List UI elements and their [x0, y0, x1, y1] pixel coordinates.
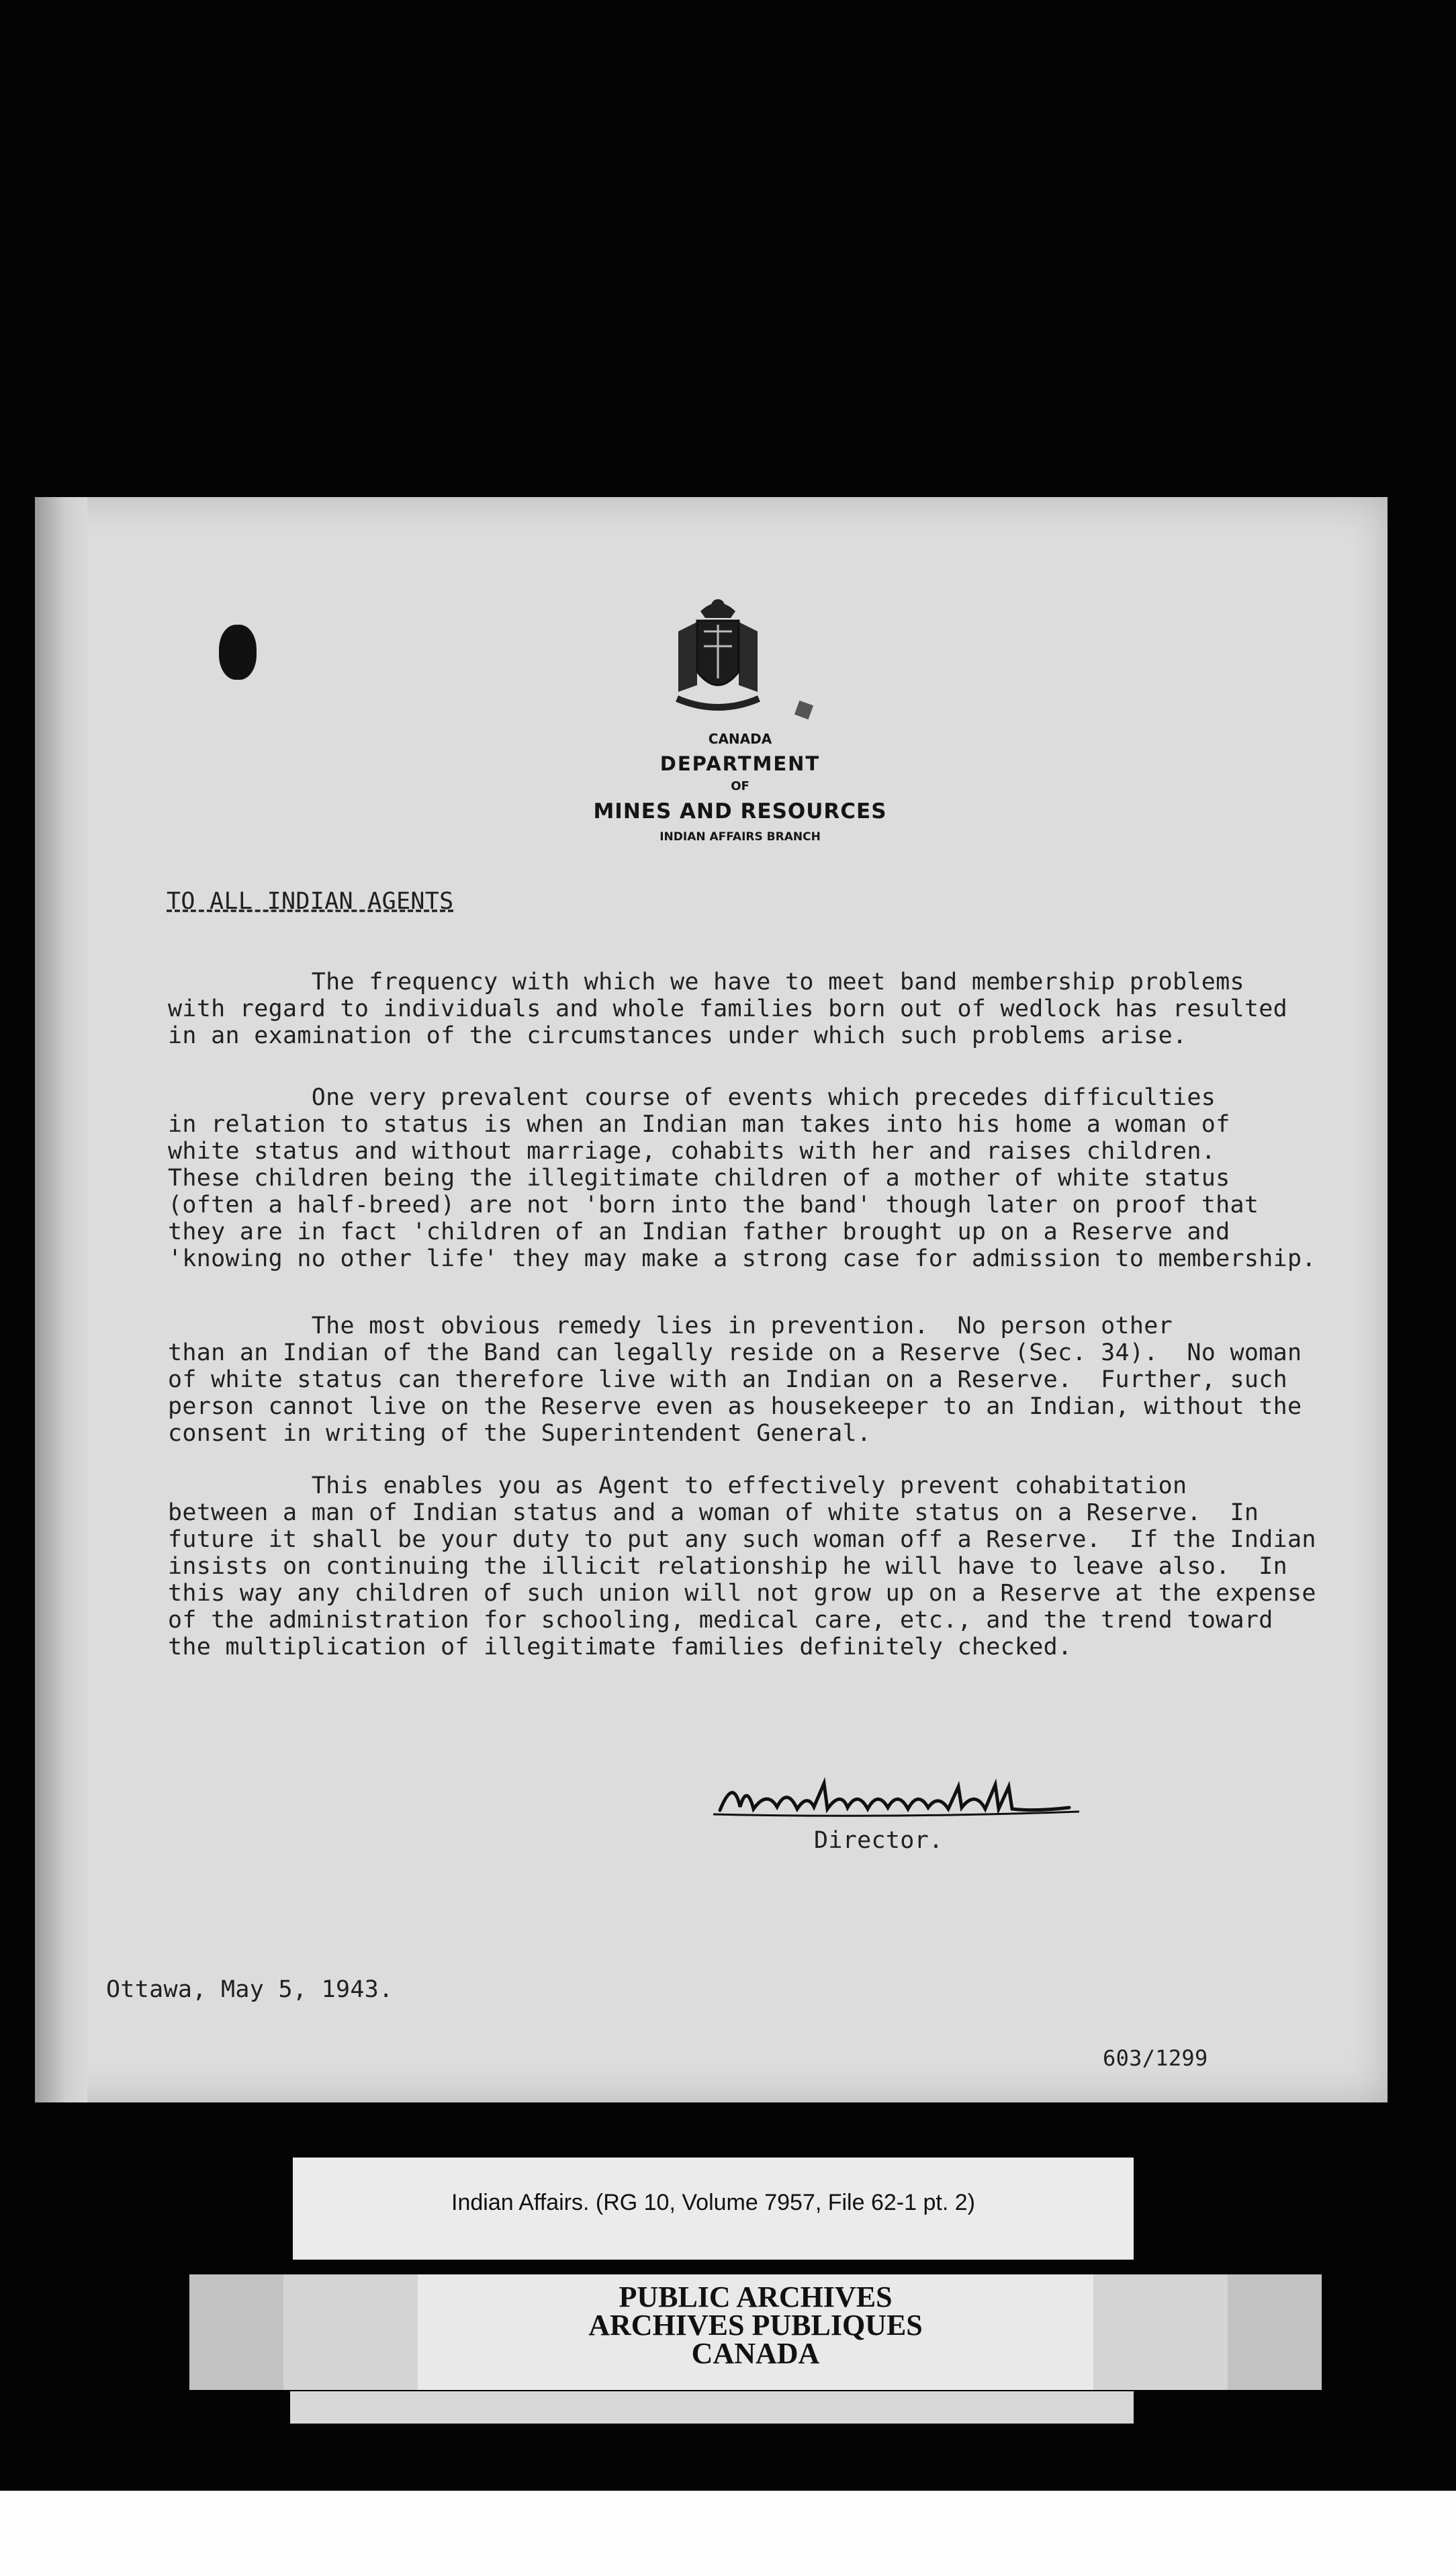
archive-line-3: CANADA	[691, 2337, 820, 2370]
source-citation: Indian Affairs. (RG 10, Volume 7957, File 62-1 pt. 2)	[451, 2190, 975, 2215]
handwritten-signature	[713, 1770, 1083, 1824]
salutation: TO ALL INDIAN AGENTS	[167, 888, 454, 915]
stamp-mark-icon	[794, 700, 814, 720]
label-bar-right-end	[1228, 2274, 1322, 2390]
paragraph-4: This enables you as Agent to effectively prevent cohabitation between a man of Indian status and a woman of white status on a Reserve. In future it shall be your duty to put any such woman off a Reserve. If the Indian insists on continuing the illicit relationship he will have to leave also. In this way any children of such union will not grow up on a Reserve at the expense of the administration for schooling, medical care, etc., and the trend toward the multiplication of illegitimate families definitely checked.	[168, 1472, 1316, 1660]
letterhead-of: OF	[731, 779, 749, 793]
letterhead-branch: INDIAN AFFAIRS BRANCH	[659, 830, 821, 844]
source-citation-card	[293, 2158, 1134, 2260]
archive-label-bar	[189, 2274, 1322, 2390]
archive-label	[418, 2274, 1093, 2390]
signer-title: Director.	[814, 1827, 944, 1854]
paragraph-3: The most obvious remedy lies in prevention. No person other than an Indian of the Band can legally reside on a Reserve (Sec. 34). No woman of white status can therefore live with an Indian on a Reserve. Further, such person cannot live on the Reserve even as housekeeper to an Indian, without the consent in writing of the Superintendent General.	[168, 1313, 1302, 1447]
coat-of-arms-icon	[664, 591, 772, 716]
letter-page	[35, 497, 1387, 2102]
letterhead-department: DEPARTMENT	[659, 752, 821, 775]
file-reference: 603/1299	[1103, 2045, 1208, 2071]
white-bottom-margin	[0, 2491, 1456, 2574]
date-line: Ottawa, May 5, 1943.	[106, 1976, 394, 2003]
punch-hole	[219, 625, 257, 680]
paragraph-2: One very prevalent course of events which precedes difficulties in relation to status is when an Indian man takes into his home a woman of white status and without marriage, cohabits with her and raises children. These children being the illegitimate children of a mother of white status (often a half-breed) are not 'born into the band' though later on proof that they are in fact 'children of an Indian father brought up on a Reserve and 'knowing no other life' they may make a strong case for admission to membership.	[168, 1084, 1316, 1272]
archive-line-2: ARCHIVES PUBLIQUES	[588, 2309, 923, 2342]
letterhead-ministry: MINES AND RESOURCES	[593, 799, 887, 824]
page-edge	[35, 497, 87, 2102]
film-strip-bottom	[290, 2391, 1134, 2424]
letterhead-country: CANADA	[708, 731, 772, 747]
label-bar-left-end	[189, 2274, 283, 2390]
paragraph-1: The frequency with which we have to meet band membership problems with regard to individuals and whole families born out of wedlock has resulted in an examination of the circumstances under which such problems arise.	[168, 969, 1287, 1049]
archive-line-1: PUBLIC ARCHIVES	[619, 2280, 893, 2313]
